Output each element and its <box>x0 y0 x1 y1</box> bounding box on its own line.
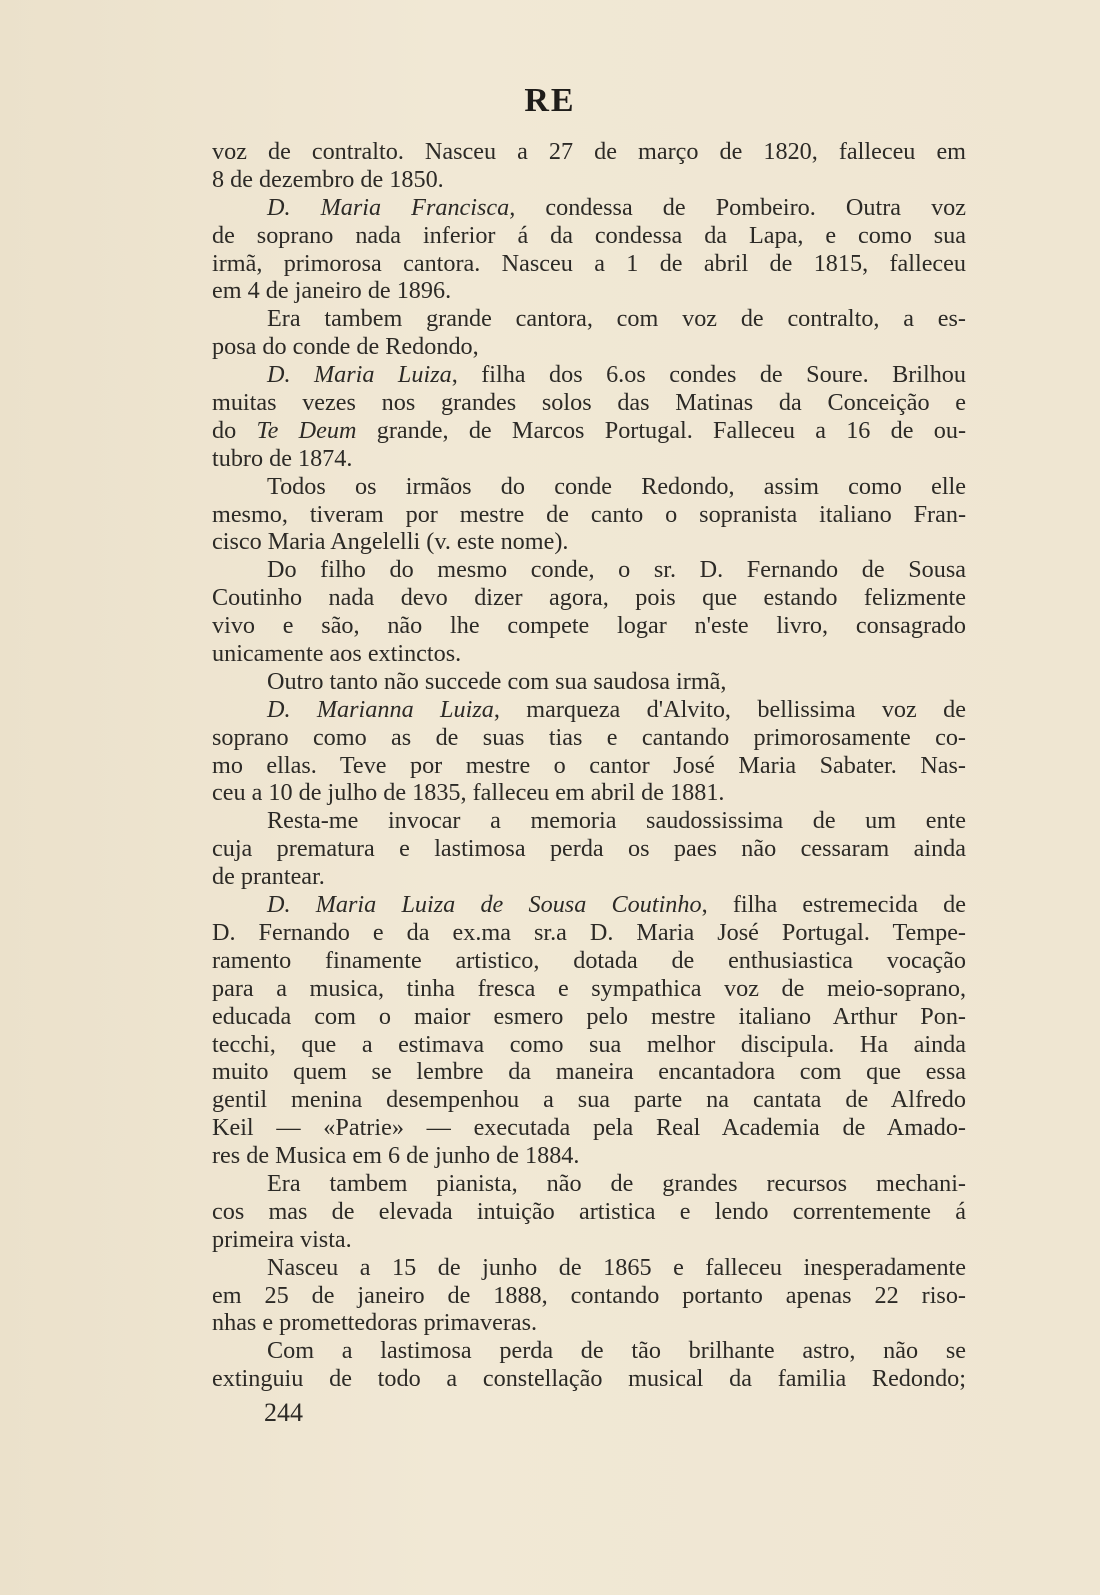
text-line <box>212 668 966 696</box>
text-segment: do <box>212 416 257 444</box>
text-segment: de prantear. <box>212 863 325 891</box>
text-segment: Todos os irmãos do conde Redondo, assim como elle <box>267 472 966 500</box>
text-line <box>212 975 966 1003</box>
text-segment: irmã, primorosa cantora. Nasceu a 1 de abril de 1815, falleceu <box>212 249 966 277</box>
text-segment: , filha dos 6.os condes de Soure. Brilhou <box>451 361 966 389</box>
text-line <box>212 389 966 417</box>
text-segment: Do filho do mesmo conde, o sr. D. Fernando de Sousa <box>267 556 966 584</box>
text-line <box>212 194 966 222</box>
text-segment: tubro de 1874. <box>212 444 353 472</box>
text-segment: cisco Maria Angelelli (v. este nome). <box>212 528 569 556</box>
text-line <box>212 947 966 975</box>
text-line <box>212 724 966 752</box>
text-segment: educada com o maior esmero pelo mestre italiano Arthur Pon- <box>212 1002 966 1030</box>
text-segment: vivo e são, não lhe compete logar n'este livro, consagrado <box>212 612 966 640</box>
text-line <box>212 1309 966 1337</box>
text-line <box>212 752 966 780</box>
text-line <box>212 556 966 584</box>
italic-text: D. Maria Francisca, <box>267 193 516 221</box>
text-segment: res de Musica em 6 de junho de 1884. <box>212 1142 580 1170</box>
text-line <box>212 333 966 361</box>
text-segment: Era tambem pianista, não de grandes recursos mechani- <box>267 1169 966 1197</box>
text-segment: ramento finamente artistico, dotada de enthusiastica vocação <box>212 946 966 974</box>
text-line <box>212 1226 966 1254</box>
text-segment: cos mas de elevada intuição artistica e lendo correntemente á <box>212 1197 966 1225</box>
text-segment: grande, de Marcos Portugal. Falleceu a 16 de ou- <box>356 416 966 444</box>
text-segment: D. Fernando e da ex.ma sr.a D. Maria José Portugal. Tempe- <box>212 918 966 946</box>
text-segment: mo ellas. Teve por mestre o cantor José Maria Sabater. Nas- <box>212 751 966 779</box>
text-line <box>212 445 966 473</box>
text-line <box>212 1198 966 1226</box>
text-segment: muito quem se lembre da maneira encantadora com que essa <box>212 1058 966 1086</box>
text-line <box>212 473 966 501</box>
text-segment: , filha estremecida de <box>701 891 966 919</box>
text-line <box>212 1337 966 1365</box>
text-segment: posa do conde de Redondo, <box>212 333 479 361</box>
text-segment: Outro tanto não succede com sua saudosa irmã, <box>267 667 727 695</box>
text-line <box>212 1254 966 1282</box>
text-line <box>212 1142 966 1170</box>
text-segment: Nasceu a 15 de junho de 1865 e falleceu inesperadamente <box>267 1253 966 1281</box>
page-number: 244 <box>264 1398 303 1427</box>
italic-text: D. Marianna Luiza <box>267 695 494 723</box>
text-line <box>212 584 966 612</box>
body-text <box>212 138 966 1393</box>
text-segment: primeira vista. <box>212 1225 352 1253</box>
text-line <box>212 166 966 194</box>
text-line <box>212 779 966 807</box>
text-line <box>212 807 966 835</box>
running-header: RE <box>524 82 576 119</box>
text-line <box>212 277 966 305</box>
text-segment: cuja prematura e lastimosa perda os paes não cessaram ainda <box>212 835 966 863</box>
text-line <box>212 696 966 724</box>
text-line <box>212 891 966 919</box>
text-segment: , marqueza d'Alvito, bellissima voz de <box>493 695 966 723</box>
text-segment: para a musica, tinha fresca e sympathica voz de meio-soprano, <box>212 974 966 1002</box>
italic-text: D. Maria Luiza de Sousa Coutinho <box>267 891 702 919</box>
text-line <box>212 640 966 668</box>
text-segment: muitas vezes nos grandes solos das Matinas da Conceição e <box>212 389 966 417</box>
text-line <box>212 1086 966 1114</box>
text-line <box>212 1365 966 1393</box>
text-line <box>212 361 966 389</box>
italic-text: D. Maria Luiza <box>267 361 452 389</box>
text-segment: Coutinho nada devo dizer agora, pois que estando felizmente <box>212 584 966 612</box>
text-segment: Com a lastimosa perda de tão brilhante astro, não se <box>267 1337 966 1365</box>
text-line <box>212 222 966 250</box>
text-segment: gentil menina desempenhou a sua parte na cantata de Alfredo <box>212 1086 966 1114</box>
text-segment: soprano como as de suas tias e cantando primorosamente co- <box>212 723 966 751</box>
text-line <box>212 612 966 640</box>
text-line <box>212 863 966 891</box>
text-segment: mesmo, tiveram por mestre de canto o sopranista italiano Fran- <box>212 500 966 528</box>
text-line <box>212 1170 966 1198</box>
text-line <box>212 250 966 278</box>
text-line <box>212 417 966 445</box>
text-segment: em 25 de janeiro de 1888, contando portanto apenas 22 riso- <box>212 1281 966 1309</box>
text-segment: Resta-me invocar a memoria saudossissima de um ente <box>267 807 966 835</box>
text-segment: extinguiu de todo a constellação musical da familia Redondo; <box>212 1365 966 1393</box>
text-segment: tecchi, que a estimava como sua melhor discipula. Ha ainda <box>212 1030 966 1058</box>
text-segment: de soprano nada inferior á da condessa da Lapa, e como sua <box>212 221 966 249</box>
text-segment: ceu a 10 de julho de 1835, falleceu em abril de 1881. <box>212 779 725 807</box>
text-line <box>212 305 966 333</box>
text-line <box>212 501 966 529</box>
text-line <box>212 835 966 863</box>
text-line <box>212 919 966 947</box>
text-line <box>212 1058 966 1086</box>
text-segment: 8 de dezembro de 1850. <box>212 165 444 193</box>
text-segment: voz de contralto. Nasceu a 27 de março de 1820, falleceu em <box>212 138 966 165</box>
text-line <box>212 138 966 166</box>
text-segment: condessa de Pombeiro. Outra voz <box>515 193 966 221</box>
text-line <box>212 1114 966 1142</box>
text-segment: Keil — «Patrie» — executada pela Real Academia de Amado- <box>212 1114 966 1142</box>
text-line <box>212 1282 966 1310</box>
text-segment: Era tambem grande cantora, com voz de contralto, a es- <box>267 305 966 333</box>
text-line <box>212 1003 966 1031</box>
italic-text: Te Deum <box>256 416 357 444</box>
text-line <box>212 528 966 556</box>
text-segment: em 4 de janeiro de 1896. <box>212 277 452 305</box>
text-line <box>212 1031 966 1059</box>
text-segment: unicamente aos extinctos. <box>212 640 462 668</box>
text-segment: nhas e promettedoras primaveras. <box>212 1309 538 1337</box>
